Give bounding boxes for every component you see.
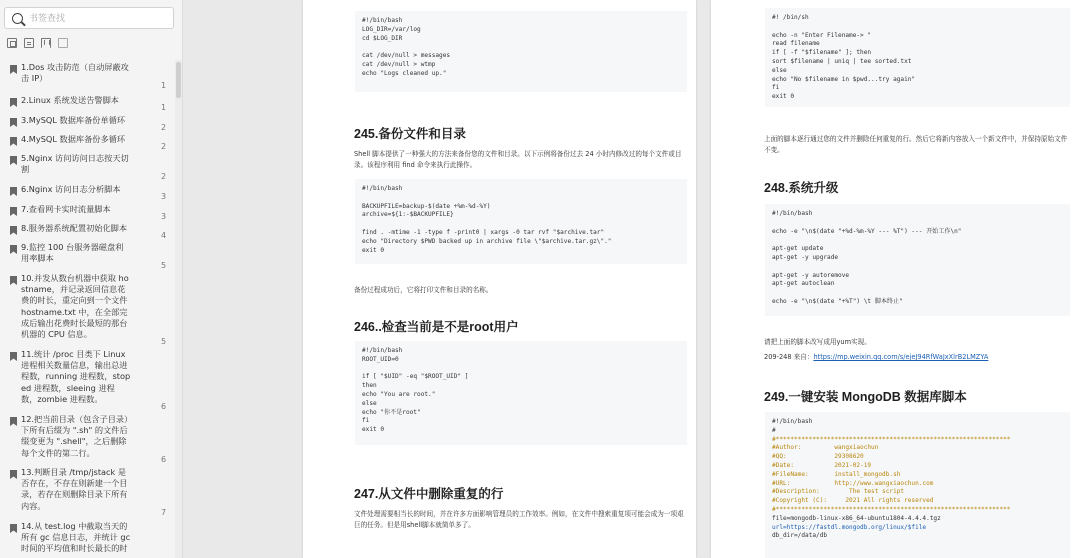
- bookmark-icon: [10, 276, 17, 285]
- bookmark-icon: [10, 524, 17, 533]
- bookmark-page: 4: [161, 231, 167, 240]
- bookmark-icon: [10, 118, 17, 127]
- section-heading: 249.一键安装 MongoDB 数据库脚本: [764, 390, 967, 404]
- section-heading: 247.从文件中删除重复的行: [354, 487, 504, 501]
- section-heading: 248.系统升级: [764, 181, 839, 195]
- bookmark-delete-icon[interactable]: [58, 38, 68, 48]
- paragraph: 备份过程成功后，它将打印文件和目录的名称。: [354, 286, 493, 294]
- bookmark-label: 5.Nginx 访问访问日志按天切割: [21, 153, 129, 175]
- sidebar-scrollbar[interactable]: [175, 60, 182, 558]
- code-file-var: file=mongodb-linux-x86_64-ubuntu1804-4.4.4.tgz: [772, 514, 941, 522]
- bookmark-icon: [10, 207, 17, 216]
- bookmark-page: 3: [161, 192, 167, 201]
- code-block: #! /bin/sh echo -n "Enter Filename-> " read filename if [ -f "$filename" ]; then sort $filename | uniq | tee sorted.txt else echo "No $filename in $pwd...try again" fi exit 0: [765, 8, 1070, 107]
- bookmark-page: 5: [161, 261, 167, 270]
- bookmark-label: 12.把当前目录（包含子目录）下所有后缀为 ".sh" 的文件后缀变更为 ".shell"，之后删除每个文件的第二行。: [21, 414, 129, 458]
- paragraph: Shell 脚本提供了一种强大的方法来备份您的文件和目录。以下示例将备份过去 24 小时内修改过的每个文件或目录。该程序利用 find 命令来执行此操作。: [354, 150, 682, 169]
- bookmark-icon: [10, 352, 17, 361]
- bookmark-label: 10.并发从数台机器中获取 hostname，并记录返回信息花费的时长，重定向到一个文件 hostname.txt 中，在全部完成后输出花费时长最短的那台机器的 CPU 信息。: [21, 273, 129, 340]
- code-block: #!/bin/bash BACKUPFILE=backup-$(date +%m-%d-%Y) archive=${1:-$BACKUPFILE} find . -mtime -1 -type f -print0 | xargs -0 tar rvf "$archive.tar" echo "Directory $PWD backed up in archive file \"$archive.tar.gz\"." exit 0: [355, 179, 687, 264]
- bookmark-icon: [10, 187, 17, 196]
- document-page-left: [303, 0, 696, 558]
- bookmark-icon: [10, 65, 17, 74]
- search-box[interactable]: [4, 7, 174, 29]
- bookmark-icon: [10, 417, 17, 426]
- bookmark-label: 9.监控 100 台服务器磁盘利用率脚本: [21, 242, 124, 264]
- code-header-comment: #**************************************************************** #Author: wangxiaochun #QQ: 29308620 #Date: 2021-02-19 #FileName: install_mongodb.sh #URL: http://www.wangxiaochun.com #Description: The test script #Copyright (C): 2021 All rights reserved #****************************************************************: [772, 435, 1011, 513]
- bookmark-page: 6: [161, 402, 167, 411]
- bookmark-toolbar: [7, 38, 68, 50]
- code-url-var: url=https://fastdl.mongodb.org/linux/$file: [772, 523, 927, 531]
- bookmark-label: 7.查看网卡实时流量脚本: [21, 204, 111, 214]
- bookmark-label: 2.Linux 系统发送告警脚本: [21, 95, 119, 105]
- source-line: [764, 352, 1070, 363]
- bookmark-page: 1: [161, 103, 167, 112]
- search-icon: [12, 13, 23, 24]
- section-heading: 246..检查当前是不是root用户: [354, 320, 519, 334]
- bookmark-label: 1.Dos 攻击防范（自动屏蔽攻击 IP）: [21, 62, 129, 84]
- bookmark-page: 7: [161, 508, 167, 517]
- bookmark-page: 3: [161, 212, 167, 221]
- source-link[interactable]: https://mp.weixin.qq.com/s/ejeJ94RfWaJxXlrB2LMZYA: [813, 353, 989, 361]
- bookmark-label: 4.MySQL 数据库备份多循环: [21, 134, 126, 144]
- bookmark-sidebar: [0, 0, 183, 558]
- paragraph: 上面的脚本逐行通过您的文件并删除任何重复的行。然后它将新内容放入一个新文件中，并保持原始文件不变。: [764, 135, 1068, 154]
- document-page-right: [711, 0, 1080, 558]
- bookmark-label: 13.判断目录 /tmp/jstack 是否存在，不存在则新建一个目录，若存在则删除目录下所有内容。: [21, 467, 128, 511]
- bookmark-page: 5: [161, 337, 167, 346]
- code-block: #!/bin/bash LOG_DIR=/var/log cd $LOG_DIR cat /dev/null > messages cat /dev/null > wtmp echo "Logs cleaned up.": [355, 11, 687, 92]
- bookmark-page: 2: [161, 172, 167, 181]
- bookmark-label: 11.统计 /proc 目类下 Linux 进程相关数量信息，输出总进程数，running 进程数，stoped 进程数，sleeing 进程数，zombie 进程数。: [21, 349, 131, 404]
- bookmark-page: 2: [161, 142, 167, 151]
- bookmark-icon: [10, 98, 17, 107]
- bookmark-icon: [10, 137, 17, 146]
- bookmark-icon[interactable]: [41, 38, 51, 48]
- bookmark-label: 6.Nginx 访问日志分析脚本: [21, 184, 121, 194]
- code-block: #!/bin/bash ROOT_UID=0 if [ "$UID" -eq "$ROOT_UID" ] then echo "You are root." else echo "你不是root" fi exit 0: [355, 341, 687, 445]
- bookmark-icon: [10, 156, 17, 165]
- bookmark-label: 8.服务器系统配置初始化脚本: [21, 223, 128, 233]
- code-shebang: #!/bin/bash #: [772, 418, 813, 434]
- bookmark-icon: [10, 245, 17, 254]
- bookmark-icon: [10, 226, 17, 235]
- bookmark-page: 2: [161, 123, 167, 132]
- bookmark-label: 3.MySQL 数据库备份单循环: [21, 115, 126, 125]
- paragraph: 文件处理需要相当长的时间，并在许多方面影响管理员的工作效率。例如，在文件中搜索重复项可能会成为一项艰巨的任务。但是用shell脚本就简单多了。: [354, 510, 684, 529]
- paragraph: 请把上面的脚本改写成用yum实现。: [764, 338, 871, 346]
- source-label: 209-248 来自：: [764, 353, 814, 361]
- bookmark-add-icon[interactable]: [7, 38, 17, 48]
- sidebar-scrollbar-thumb[interactable]: [176, 62, 181, 98]
- bookmark-page: 1: [161, 81, 167, 90]
- bookmark-list-icon[interactable]: [24, 38, 34, 48]
- code-block: [765, 412, 1070, 558]
- code-dir-var: db_dir=/data/db: [772, 532, 828, 540]
- search-input[interactable]: [29, 11, 169, 26]
- code-block: #!/bin/bash echo -e "\n$(date "+%d-%m-%Y --- %T") --- 开始工作\n" apt-get update apt-get -y upgrade apt-get -y autoremove apt-get autoclean echo -e "\n$(date "+%T") \t 脚本终止": [765, 204, 1070, 316]
- section-heading: 245.备份文件和目录: [354, 127, 466, 141]
- bookmark-icon: [10, 470, 17, 479]
- bookmark-page: 6: [161, 455, 167, 464]
- bookmark-label: 14.从 test.log 中截取当天的所有 gc 信息日志，并统计 gc 时间的平均值和时长最长的时: [21, 521, 131, 554]
